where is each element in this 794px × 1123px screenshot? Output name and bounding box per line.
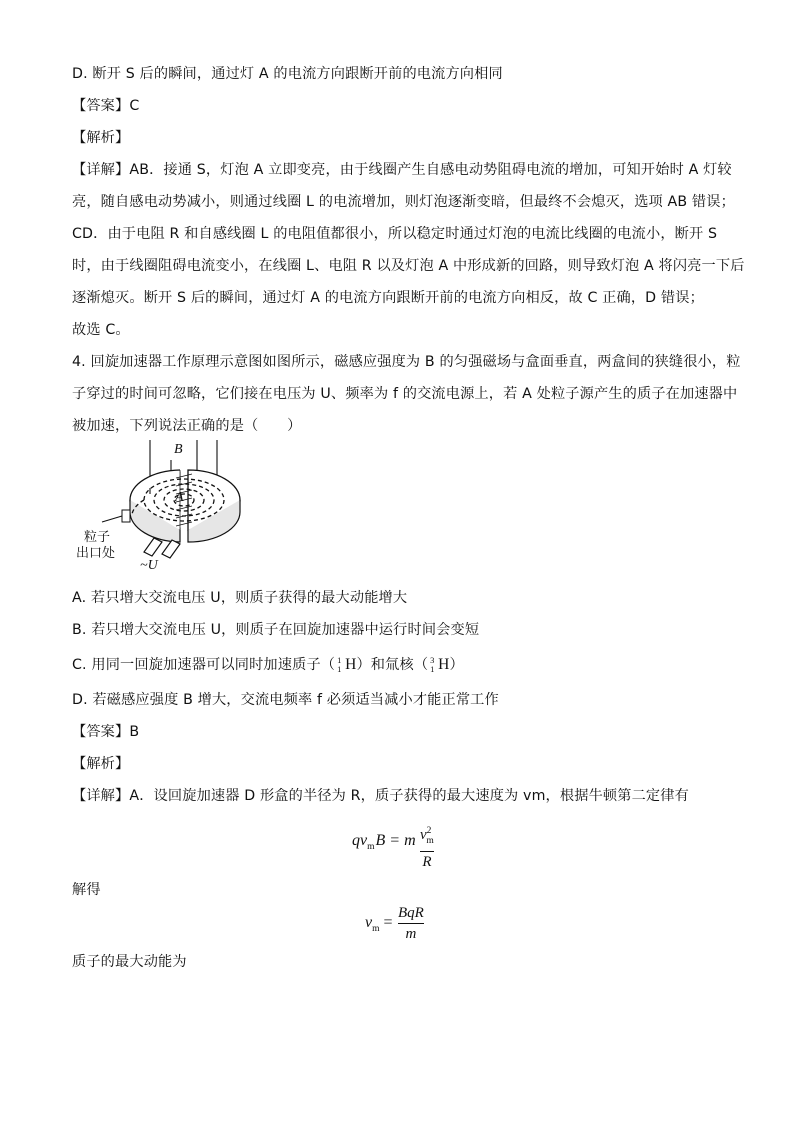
cyclotron-diagram: [72, 438, 262, 578]
triton-isotope: [428, 656, 438, 674]
eq1-fraction: [420, 822, 434, 871]
eq2-fraction: [398, 904, 424, 943]
q3-conclusion: 故选 C。: [72, 322, 130, 338]
label-u: ~U: [140, 558, 158, 573]
answer-value: C: [129, 98, 140, 114]
solve-word: 解得: [72, 882, 101, 898]
q4-stem-line-3: 被加速，下列说法正确的是（ ）: [72, 418, 302, 434]
q3-detail-line-1: [72, 160, 732, 180]
q3-detail-line-4: 时，由于线圈阻碍电流变小，在线圈 L、电阻 R 以及灯泡 A 中形成新的回路，则导致灯泡 A 将闪亮一下后: [72, 258, 745, 274]
option-c-text-1: C. 用同一回旋加速器可以同时加速质子（: [72, 657, 336, 673]
answer-tag: 【答案】: [72, 724, 130, 740]
proton-mass-number: 1: [337, 655, 342, 665]
q3-analysis-tag: 【解析】: [72, 130, 130, 146]
detail-tag: 【详解】: [72, 788, 130, 804]
proton-symbol: H: [345, 656, 357, 673]
q3-option-d: D. 断开 S 后的瞬间，通过灯 A 的电流方向跟断开前的电流方向相同: [72, 66, 503, 82]
eq2-denominator: m: [405, 926, 417, 942]
option-c-text-3: ）: [449, 657, 464, 673]
eq1-denominator: R: [422, 854, 432, 870]
eq1-numerator: $v^2_m$: [420, 826, 434, 846]
q4-option-a: A. 若只增大交流电压 U，则质子获得的最大动能增大: [72, 590, 408, 606]
answer-value: B: [129, 724, 140, 740]
label-b: B: [174, 442, 183, 457]
q3-detail-line-5: 逐渐熄灭。断开 S 后的瞬间，通过灯 A 的电流方向跟断开前的电流方向相反，故 C 正确，D 错误；: [72, 290, 704, 306]
eq2-left: $v_m$ =: [365, 914, 393, 935]
answer-tag: 【答案】: [72, 98, 130, 114]
q4-option-c: [72, 655, 464, 675]
triton-charge-number: 1: [430, 664, 435, 674]
q3-answer: [72, 96, 139, 116]
q4-last-line: 质子的最大动能为: [72, 954, 187, 970]
q3-detail-line-3: CD．由于电阻 R 和自感线圈 L 的电阻值都很小，所以稳定时通过灯泡的电流比线圈的电流小，断开 S: [72, 226, 718, 242]
label-a: A: [175, 490, 184, 505]
q4-analysis-tag: 【解析】: [72, 756, 130, 772]
q4-option-d: D. 若磁感应强度 B 增大，交流电频率 f 必须适当减小才能正常工作: [72, 692, 499, 708]
q3-detail-line-2: 亮，随自感电动势减小，则通过线圈 L 的电流增加，则灯泡逐渐变暗，但最终不会熄灭，选项 AB 错误；: [72, 194, 735, 210]
detail-tag: 【详解】: [72, 162, 130, 178]
option-c-text-2: ）和氚核（: [356, 657, 429, 673]
proton-charge-number: 1: [337, 664, 342, 674]
eq2-numerator: BqR: [398, 905, 424, 921]
q4-stem-line-2: 子穿过的时间可忽略，它们接在电压为 U、频率为 f 的交流电源上，若 A 处粒子源产生的质子在加速器中: [72, 386, 738, 402]
detail-text: A．设回旋加速器 D 形盒的半径为 R，质子获得的最大速度为 vm，根据牛顿第二定律有: [129, 788, 689, 804]
eq1-left: $qv_mB = m$: [352, 832, 416, 853]
q4-answer: [72, 722, 139, 742]
proton-isotope: [335, 656, 345, 674]
triton-mass-number: 3: [430, 655, 435, 665]
q4-option-b: B. 若只增大交流电压 U，则质子在回旋加速器中运行时间会变短: [72, 622, 480, 638]
q4-stem-line-1: 4. 回旋加速器工作原理示意图如图所示，磁感应强度为 B 的匀强磁场与盒面垂直，两盒间的狭缝很小，粒: [72, 354, 741, 370]
label-exit-1: 粒子: [84, 530, 111, 545]
detail-text: AB．接通 S，灯泡 A 立即变亮，由于线圈产生自感电动势阻碍电流的增加，可知开始时 A 灯较: [129, 162, 732, 178]
triton-symbol: H: [438, 656, 450, 673]
q4-detail-line-1: [72, 786, 689, 806]
label-exit-2: 出口处: [76, 546, 116, 561]
